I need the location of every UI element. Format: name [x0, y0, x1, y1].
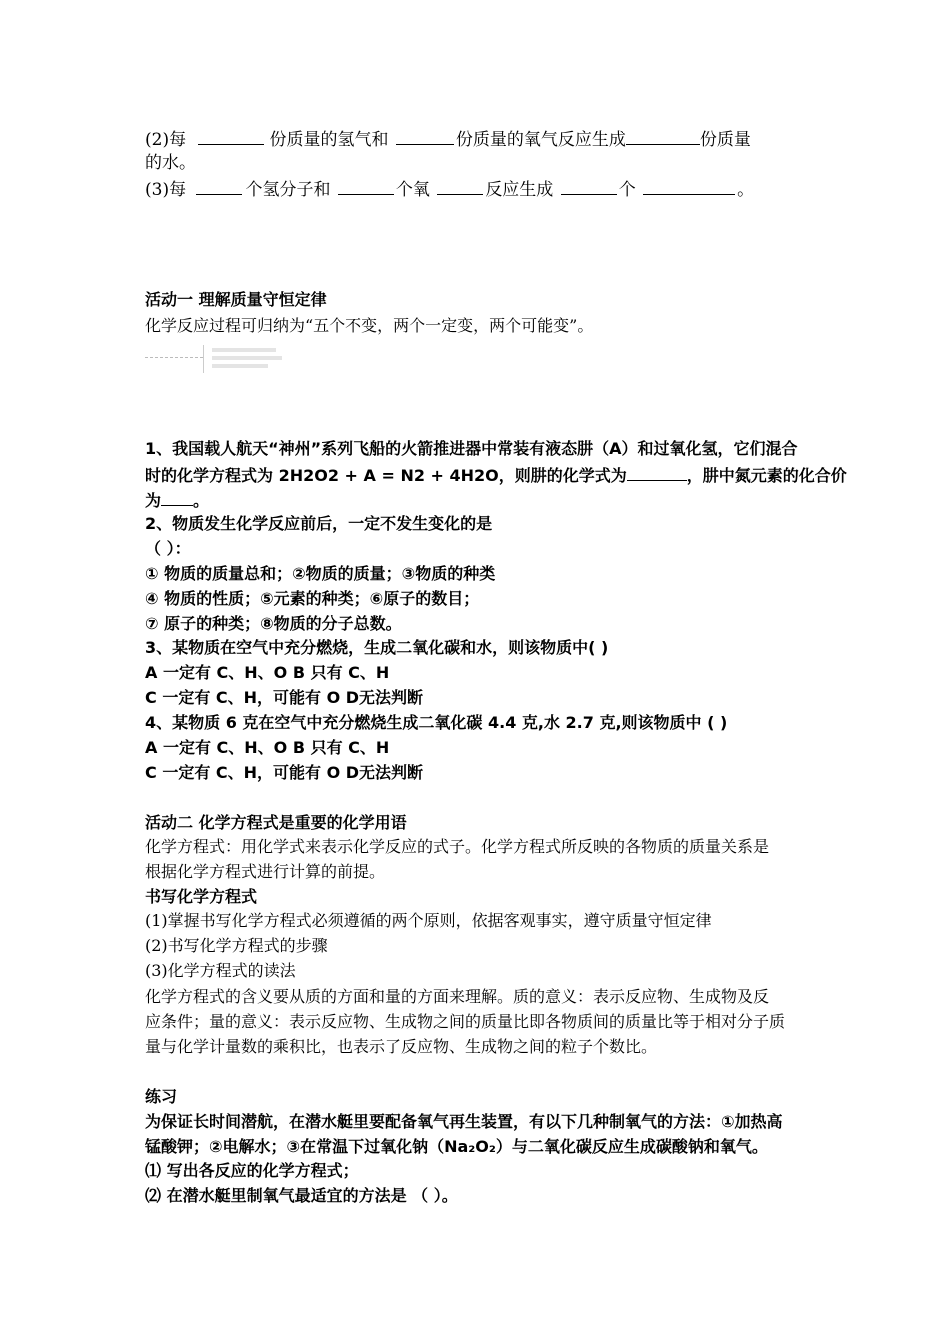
writing-section-title: 书写化学方程式 — [145, 887, 258, 906]
answer-blank[interactable] — [196, 176, 242, 195]
activity-2-para-1: 化学方程式：用化学式来表示化学反应的式子。化学方程式所反映的各物质的质量关系是 — [145, 837, 770, 856]
text-segment: (3)每 — [145, 180, 187, 200]
answer-blank[interactable] — [437, 176, 483, 195]
activity-2-para-2: 根据化学方程式进行计算的前提。 — [145, 862, 386, 881]
writing-point-1: (1)掌握书写化学方程式必须遵循的两个原则，依据客观事实，遵守质量守恒定律 — [145, 911, 712, 930]
question-3-options-ab: A 一定有 C、H、O B 只有 C、H — [145, 663, 390, 682]
question-2-option-2: ④ 物质的性质；⑤元素的种类；⑥原子的数目； — [145, 589, 480, 608]
meaning-para-2: 应条件；量的意义：表示反应物、生成物之间的质量比即各物质间的质量比等于相对分子质 — [145, 1012, 786, 1031]
activity-2-title: 活动二 化学方程式是重要的化学用语 — [145, 813, 407, 832]
question-3: 3、某物质在空气中充分燃烧，生成二氧化碳和水，则该物质中( ) — [145, 638, 609, 657]
answer-blank[interactable] — [627, 462, 687, 481]
text-segment: 个氧 — [395, 180, 430, 200]
q-line-3 — [145, 176, 754, 202]
exercise-line-2: 锰酸钾；②电解水；③在常温下过氧化钠（Na₂O₂）与二氧化碳反应生成碳酸钠和氧气。 — [145, 1137, 768, 1156]
text-segment: 个氢分子和 — [245, 180, 331, 200]
activity-1-text: 化学反应过程可归纳为“五个不变，两个一定变，两个可能变”。 — [145, 316, 594, 335]
question-2-option-3: ⑦ 原子的种类；⑧物质的分子总数。 — [145, 614, 402, 633]
text-segment: 份质量 — [699, 130, 751, 150]
text-segment: 个 — [618, 180, 636, 200]
exercise-item-2: ⑵ 在潜水艇里制氧气最适宜的方法是 （ ）。 — [145, 1186, 458, 1205]
question-4-options-ab: A 一定有 C、H、O B 只有 C、H — [145, 738, 390, 757]
question-2: 2、物质发生化学反应前后，一定不发生变化的是 — [145, 514, 493, 533]
activity-1-title: 活动一 理解质量守恒定律 — [145, 290, 327, 309]
writing-point-2: (2)书写化学方程式的步骤 — [145, 936, 328, 955]
answer-blank[interactable] — [396, 126, 454, 145]
question-1-line-3 — [145, 487, 209, 513]
text-segment: ，肼中氮元素的化合价 — [686, 466, 847, 485]
meaning-para-3: 量与化学计量数的乘积比，也表示了反应物、生成物之间的粒子个数比。 — [145, 1037, 658, 1056]
q-line-2-cont: 的水。 — [145, 153, 196, 173]
question-2-brackets: （ ）： — [145, 539, 191, 558]
text-segment: (2)每 — [145, 130, 187, 150]
answer-blank[interactable] — [338, 176, 394, 195]
meaning-para-1: 化学方程式的含义要从质的方面和量的方面来理解。质的意义：表示反应物、生成物及反 — [145, 987, 770, 1006]
text-segment: 份质量的氧气反应生成 — [455, 130, 626, 150]
question-1-line-1: 1、我国载人航天“神州”系列飞船的火箭推进器中常装有液态肼（A）和过氧化氢，它们混合 — [145, 439, 798, 458]
answer-blank[interactable] — [198, 126, 264, 145]
text-segment: 为 — [145, 491, 162, 510]
answer-blank[interactable] — [161, 487, 193, 506]
answer-blank[interactable] — [643, 176, 735, 195]
text-segment: 。 — [193, 491, 210, 510]
exercise-title: 练习 — [145, 1087, 178, 1106]
question-2-option-1: ① 物质的质量总和；②物质的质量；③物质的种类 — [145, 564, 496, 583]
faint-table-image — [145, 343, 290, 375]
answer-blank[interactable] — [626, 126, 700, 145]
text-segment: 。 — [737, 180, 755, 200]
text-segment: 反应生成 — [485, 180, 554, 200]
text-segment: 份质量的氢气和 — [269, 130, 389, 150]
exercise-line-1: 为保证长时间潜航，在潜水艇里要配备氧气再生装置，有以下几种制氧气的方法：①加热高 — [145, 1112, 783, 1131]
exercise-item-1: ⑴ 写出各反应的化学方程式； — [145, 1161, 359, 1180]
q-line-2 — [145, 126, 751, 152]
question-4-options-cd: C 一定有 C、H，可能有 O D无法判断 — [145, 763, 424, 782]
answer-blank[interactable] — [561, 176, 617, 195]
writing-point-3: (3)化学方程式的读法 — [145, 961, 296, 980]
question-1-line-2 — [145, 462, 847, 488]
question-3-options-cd: C 一定有 C、H，可能有 O D无法判断 — [145, 688, 424, 707]
text-segment: 时的化学方程式为 2H2O2 + A = N2 + 4H2O，则肼的化学式为 — [145, 466, 627, 485]
question-4: 4、某物质 6 克在空气中充分燃烧生成二氧化碳 4.4 克,水 2.7 克,则该物质中 ( ) — [145, 713, 728, 732]
